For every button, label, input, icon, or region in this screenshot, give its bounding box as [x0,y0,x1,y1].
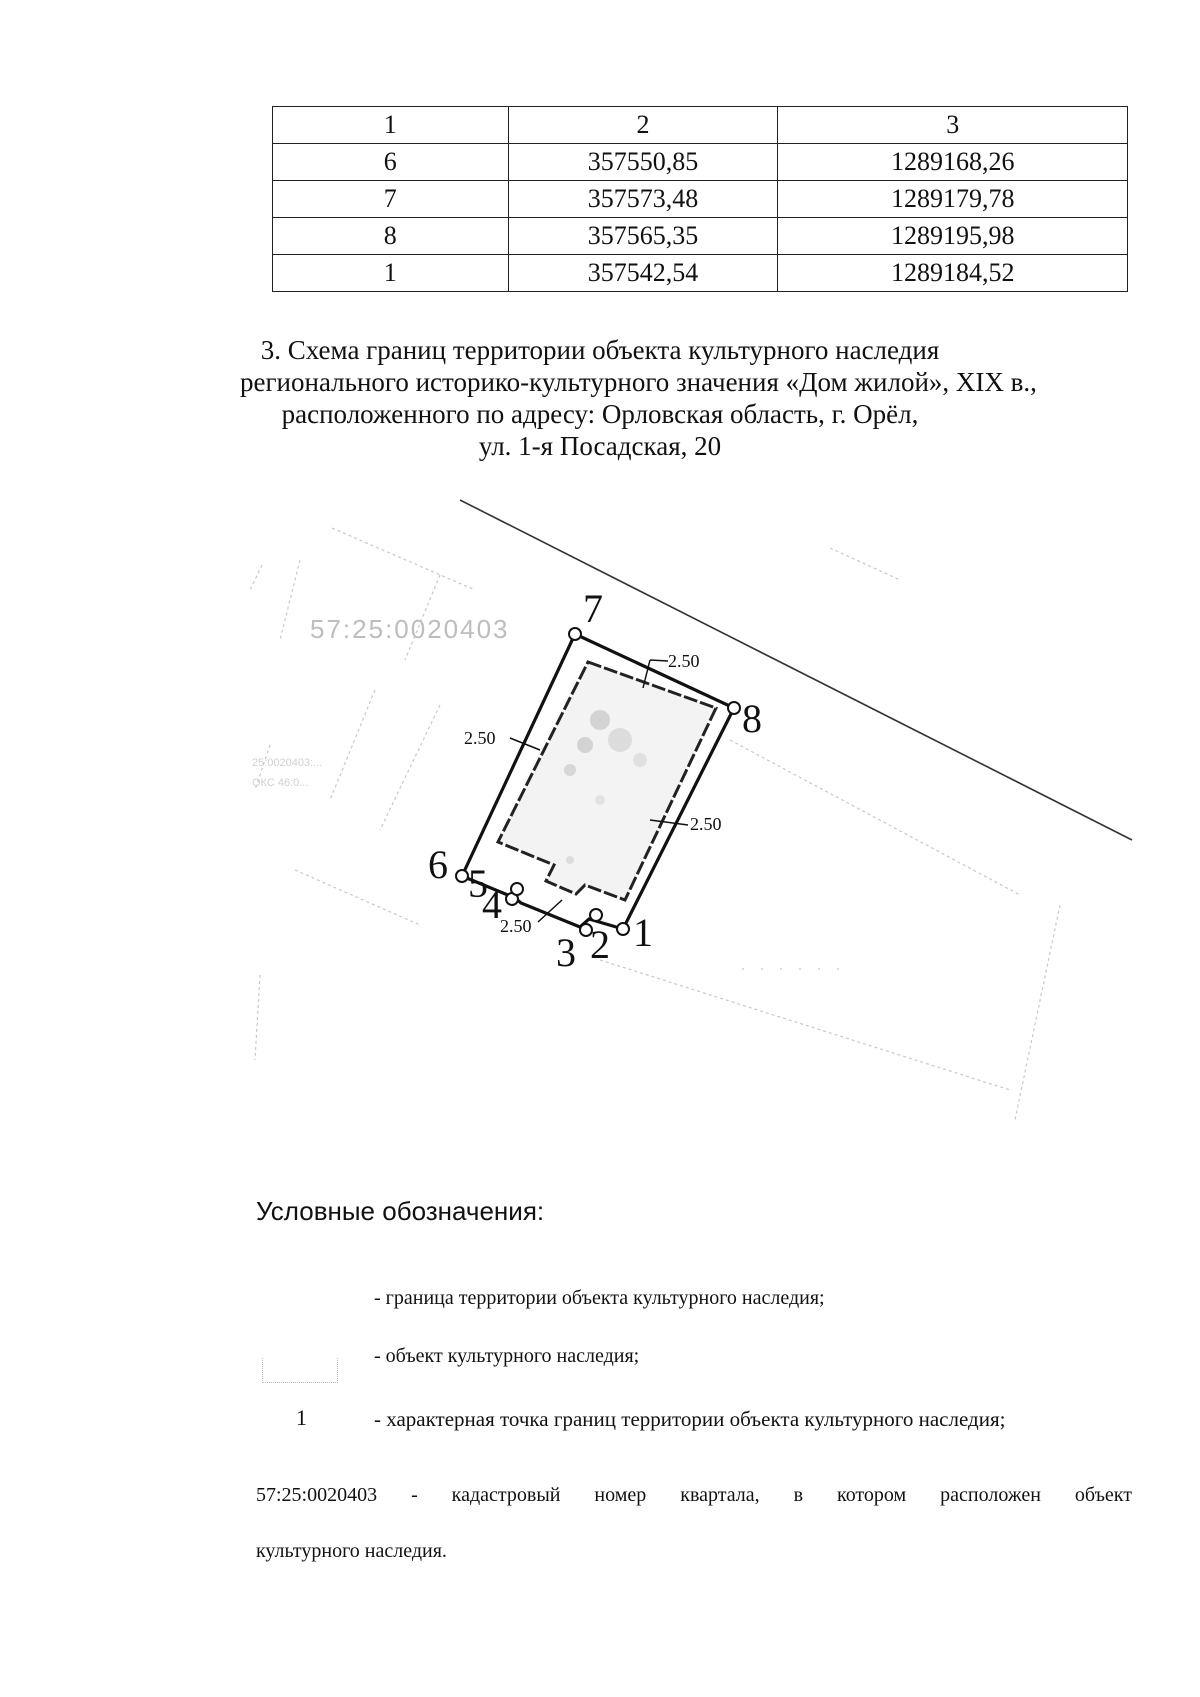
point-marker-7 [569,628,581,640]
distance-label-east: 2.50 [690,814,722,834]
legend-title: Условные обозначения: [256,1196,545,1226]
boundary-scheme-map [0,480,1200,1180]
point-label: 5 [468,861,488,906]
point-marker-1 [617,923,629,935]
neighbor-parcel-label: 25:0020403:... [252,757,323,769]
heritage-object-outline [498,662,716,900]
point-label: 2 [590,922,610,967]
point-label: 8 [742,696,762,741]
point-label: 1 [633,910,653,955]
table-row [273,255,1128,292]
point-number-cell: 1 [273,255,509,292]
neighbor-parcel-label: · · · · · · [740,958,845,978]
legend-boundary-text: - граница территории объекта культурного наследия; [374,1287,825,1309]
point-number-cell: 7 [273,181,509,218]
distance-label-south: 2.50 [500,916,532,936]
neighbor-parcel-label: ОКС 46:0... [252,777,309,789]
leader-line [650,660,668,661]
x-coordinate-cell: 357565,35 [508,218,778,255]
heading-line: расположенного по адресу: Орловская область, г. Орёл, [281,399,919,429]
point-label: 3 [556,930,576,975]
parcel-line [600,960,1010,1090]
heading-line: ул. 1-я Посадская, 20 [478,431,722,461]
parcel-line [332,528,475,590]
point-label: 4 [482,882,502,927]
scheme-heading [240,334,1037,462]
legend-object-swatch [262,1358,338,1383]
y-coordinate-cell: 1289179,78 [778,181,1128,218]
y-coordinate-cell: 1289168,26 [778,144,1128,181]
table-row [273,144,1128,181]
legend-object-text: - объект культурного наследия; [374,1345,640,1367]
parcel-line [380,705,440,830]
cadastral-number-label: 57:25:0020403 [310,614,510,644]
point-marker-5 [511,883,523,895]
parcel-line [1015,905,1060,1120]
table-header-cell: 1 [273,107,509,144]
point-marker-6 [456,870,468,882]
parcel-line [330,690,375,800]
cadastral-note-line: 57:25:0020403 - кадастровый номер квартала, в котором расположен объект [256,1484,1132,1506]
table-header-row [273,107,1128,144]
y-coordinate-cell: 1289195,98 [778,218,1128,255]
point-number-cell: 8 [273,218,509,255]
point-number-cell: 6 [273,144,509,181]
distance-label-west: 2.50 [464,728,496,748]
cadastral-note-line: культурного наследия. [256,1540,447,1562]
table-row [273,181,1128,218]
point-marker-8 [728,702,740,714]
coordinates-table-body [273,107,1128,292]
cadastral-note [256,1467,1132,1579]
distance-label-north: 2.50 [668,651,700,671]
legend-point-sample: 1 [296,1405,307,1430]
point-label: 6 [428,842,448,887]
point-marker-2 [590,909,602,921]
coordinates-table [272,106,1128,292]
parcel-line [255,975,260,1060]
parcel-line [250,565,262,590]
y-coordinate-cell: 1289184,52 [778,255,1128,292]
x-coordinate-cell: 357542,54 [508,255,778,292]
table-row [273,218,1128,255]
x-coordinate-cell: 357550,85 [508,144,778,181]
point-label: 7 [583,586,603,631]
legend-point-text: - характерная точка границ территории объекта культурного наследия; [374,1407,1006,1431]
parcel-line [280,560,300,640]
x-coordinate-cell: 357573,48 [508,181,778,218]
heading-line: 3. Схема границ территории объекта культурного наследия [260,335,940,365]
heading-line: регионального историко-культурного значения «Дом жилой», XIX в., [240,367,1037,397]
parcel-line [830,548,900,580]
parcel-line [730,740,1020,895]
parcel-line [295,870,420,925]
table-header-cell: 2 [508,107,778,144]
table-header-cell: 3 [778,107,1128,144]
